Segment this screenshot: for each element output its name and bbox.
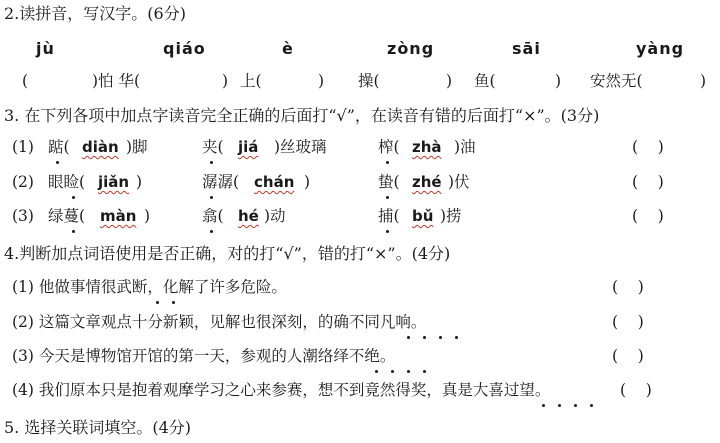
q4-item-3-text: (3) 今天是博物馆开馆的第一天，参观的人潮络绎不绝。 xyxy=(12,347,396,365)
emphasis-dot xyxy=(542,404,545,407)
q3-item-1-c-end: )油 xyxy=(454,138,476,156)
q3-item-1-a-pinyin: diàn xyxy=(82,138,119,156)
q4-title: 4.判断加点词语使用是否正确，对的打“√”，错的打“×”。(4分) xyxy=(4,244,451,263)
blank-4-close: ) xyxy=(446,72,453,90)
q4-item-3-answer-paren[interactable]: ( ) xyxy=(612,347,644,365)
q3-item-1-b-pinyin: jiá xyxy=(238,138,259,156)
q3-item-1-b-char: 夹( xyxy=(202,138,224,156)
q3-item-1-c-pinyin: zhà xyxy=(412,138,442,156)
q4-item-4-answer-paren[interactable]: ( ) xyxy=(620,381,652,399)
q3-item-2-answer-paren[interactable]: ( ) xyxy=(632,173,664,191)
q3-item-3-a-pinyin: màn xyxy=(100,207,137,225)
q3-item-1-answer-paren[interactable]: ( ) xyxy=(632,138,664,156)
pinyin-4: zòng xyxy=(387,39,435,58)
blank-1-open: ( xyxy=(22,72,29,90)
blank-6-open: 安然无( xyxy=(590,72,643,90)
emphasis-dot xyxy=(590,404,593,407)
emphasis-dot xyxy=(156,301,159,304)
pinyin-5: sāi xyxy=(512,39,541,58)
q3-title: 3. 在下列各项中加点字读音完全正确的后面打“√”，在读音有错的后面打“×”。(3分) xyxy=(4,106,600,125)
pinyin-3: è xyxy=(282,39,294,58)
q3-item-3-b-char: 翕( xyxy=(202,207,224,225)
q3-item-2-c-end: )伏 xyxy=(448,173,470,191)
emphasis-dot xyxy=(558,404,561,407)
emphasis-dot xyxy=(386,161,389,164)
emphasis-dot xyxy=(72,230,75,233)
emphasis-dot xyxy=(72,196,75,199)
q3-item-3-c-end: )捞 xyxy=(440,207,462,225)
emphasis-dot xyxy=(386,196,389,199)
emphasis-dot xyxy=(172,301,175,304)
q3-item-2-b-char: 潺潺( xyxy=(202,173,240,191)
blank-1-close-and-word: )怕 华( xyxy=(92,72,141,90)
q3-item-3-number: (3) xyxy=(12,207,34,225)
blank-3-open: 上( xyxy=(240,72,262,90)
emphasis-dot xyxy=(423,336,426,339)
emphasis-dot xyxy=(407,336,410,339)
q4-item-1-text: (1) 他做事情很武断，化解了许多危险。 xyxy=(12,278,287,296)
q3-item-2-a-end: ) xyxy=(136,173,143,191)
q4-item-2-answer-paren[interactable]: ( ) xyxy=(612,313,644,331)
emphasis-dot xyxy=(386,230,389,233)
emphasis-dot xyxy=(439,336,442,339)
pinyin-2: qiáo xyxy=(163,39,206,58)
blank-2-close: ) xyxy=(222,72,229,90)
q3-item-1-c-char: 榨( xyxy=(378,138,400,156)
emphasis-dot xyxy=(210,196,213,199)
q2-title: 2.读拼音，写汉字。(6分) xyxy=(4,4,186,23)
emphasis-dot xyxy=(455,336,458,339)
q4-item-4-text: (4) 我们原本只是抱着观摩学习之心来参赛，想不到竟然得奖，真是大喜过望。 xyxy=(12,381,551,399)
q3-item-2-a-char: 眼睑( xyxy=(48,173,86,191)
q3-item-3-b-pinyin: hé xyxy=(238,207,259,225)
emphasis-dot xyxy=(423,370,426,373)
q3-item-1-number: (1) xyxy=(12,138,34,156)
q4-item-2-text: (2) 这篇文章观点十分新颖，见解也很深刻，的确不同凡响。 xyxy=(12,313,427,331)
emphasis-dot xyxy=(210,230,213,233)
emphasis-dot xyxy=(407,370,410,373)
blank-4-open: 操( xyxy=(358,72,380,90)
q3-item-2-c-char: 蛰( xyxy=(378,173,400,191)
emphasis-dot xyxy=(56,161,59,164)
q3-item-2-b-pinyin: chán xyxy=(254,173,295,191)
q3-item-1-a-end: )脚 xyxy=(126,138,148,156)
blank-6-close: ) xyxy=(700,72,707,90)
emphasis-dot xyxy=(574,404,577,407)
emphasis-dot xyxy=(391,370,394,373)
q3-item-3-c-pinyin: bǔ xyxy=(412,207,434,225)
blank-5-open: 鱼( xyxy=(474,72,496,90)
q3-item-3-b-end: )动 xyxy=(264,207,286,225)
q3-item-3-a-end: ) xyxy=(144,207,151,225)
q3-item-2-c-pinyin: zhé xyxy=(412,173,442,191)
q5-title: 5. 选择关联词填空。(4分) xyxy=(4,418,192,437)
q4-item-1-answer-paren[interactable]: ( ) xyxy=(612,278,644,296)
q3-item-2-b-end: ) xyxy=(304,173,311,191)
q3-item-2-a-pinyin: jiǎn xyxy=(98,173,130,191)
blank-3-close: ) xyxy=(318,72,325,90)
q3-item-1-a-char: 踮( xyxy=(48,138,70,156)
emphasis-dot xyxy=(210,161,213,164)
q3-item-1-b-end: )丝玻璃 xyxy=(274,138,327,156)
emphasis-dot xyxy=(375,370,378,373)
q3-item-3-a-char: 绿蔓( xyxy=(48,207,86,225)
q3-item-2-number: (2) xyxy=(12,173,34,191)
pinyin-1: jù xyxy=(36,39,55,58)
blank-5-close: ) xyxy=(555,72,562,90)
q3-item-3-answer-paren[interactable]: ( ) xyxy=(632,207,664,225)
q3-item-3-c-char: 捕( xyxy=(378,207,400,225)
pinyin-6: yàng xyxy=(636,39,685,58)
